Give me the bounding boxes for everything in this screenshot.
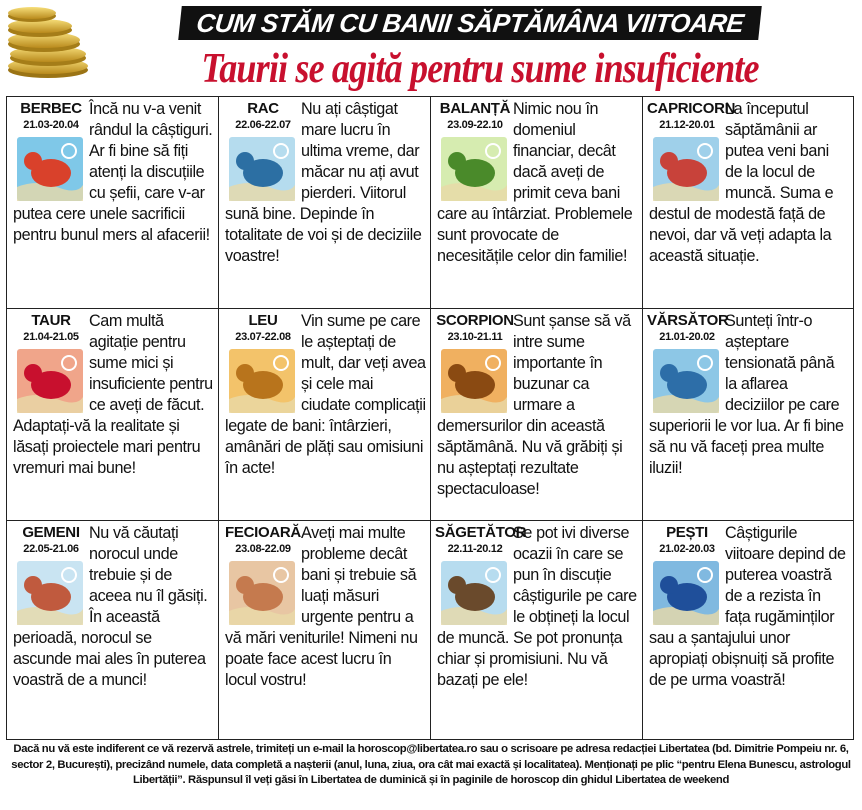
- sign-card-taur: [6, 308, 219, 521]
- sign-forecast-text: Sunteți într-o așteptare tensionată până la aflarea deciziilor pe care superiorii le vor lua. Ar fi bine să nu vă faceți prea multe iluzii!: [649, 312, 844, 477]
- sign-name: RAC: [247, 100, 279, 117]
- water-bearer-icon: [653, 349, 719, 413]
- sign-dates: 21.01-20.02: [659, 331, 715, 343]
- sign-forecast-text: Cam multă agitație pentru sume mici și insuficiente pentru ce aveți de făcut. Adaptați-vă la realitate și lăsați proiectele mari pentru vremuri mai bune!: [13, 312, 213, 477]
- sign-name: LEU: [248, 312, 278, 329]
- sign-name: SĂGETĂTOR: [435, 524, 527, 541]
- sign-forecast-text: Aveți mai multe probleme decât bani și trebuie să luați măsuri urgente pentru a vă mări veniturile! Nimeni nu poate face acest lucru în locul vostru!: [225, 524, 418, 689]
- sign-card-balanță: [430, 96, 643, 309]
- sign-forecast-text: Nu vă căutați norocul unde trebuie și de aceea nu îl găsiți. În această perioadă, norocul se ascunde mai ales în puterea voastră de a munci!: [13, 524, 208, 689]
- sign-forecast-text: Sunt șanse să vă intre sume importante în buzunar ca urmare a demersurilor din această săptămână. Nu vă grăbiți și nu așteptați rezultate spectaculoase!: [437, 312, 631, 498]
- main-headline: Taurii se agită pentru sume insuficiente: [201, 46, 759, 92]
- sign-card-capricorn: [642, 96, 854, 309]
- archer-icon: [441, 561, 507, 625]
- sign-forecast-text: La începutul săptămânii ar putea veni bani de la locul de muncă. Suma e destul de modestă față de nevoi, dar vă veți adapta la această situație.: [649, 100, 834, 265]
- coins-icon: [2, 2, 94, 80]
- sign-name: PEȘTI: [666, 524, 708, 541]
- ram-icon: [17, 137, 83, 201]
- sign-dates: 23.09-22.10: [447, 119, 503, 131]
- sign-forecast-text: Se pot ivi diverse ocazii în care se pun în discuție câștigurile pe care le obțineți la locul de muncă. Se pot pronunța chiar și promisiuni. Nu vă bazați pe ele!: [437, 524, 637, 689]
- crab-icon: [229, 137, 295, 201]
- sign-dates: 23.08-22.09: [235, 543, 291, 555]
- sign-forecast-text: Nimic nou în domeniul financiar, decât dacă aveți de primit ceva bani care au întârziat. Problemele sunt provocate de necesitățile celor din familie!: [437, 100, 633, 265]
- sign-name: GEMENI: [22, 524, 80, 541]
- sign-name: SCORPION: [436, 312, 514, 329]
- sign-name: CAPRICORN: [647, 100, 736, 117]
- bull-icon: [17, 349, 83, 413]
- sign-card-gemeni: [6, 520, 219, 740]
- sign-forecast-text: Câștigurile viitoare depind de puterea voastră de a rezista în fața rugăminților sau a șantajului unor apropiați obișnuiți să profite de pe urma voastră!: [649, 524, 846, 689]
- footer-note: Dacă nu vă este indiferent ce vă rezervă astrele, trimiteți un e-mail la horoscop@libertatea.ro sau o scrisoare pe adresa redacției Libertatea (bd. Dimitrie Pompeiu nr. 6, sector 2, București), precizând numele, data completă a nașterii (anul, luna, ziua, ora cât mai exactă și localitatea). Menționați pe plic “pentru Elena Bunescu, astrologul Libertății”. Răspunsul îl veți găsi în Libertatea de duminică și în paginile de horoscop din ghidul Libertatea de weekend: [11, 743, 851, 786]
- sign-forecast-text: Vin sume pe care le așteptați de mult, dar veți avea și cele mai ciudate complicații legate de bani: întârzieri, amânări de plăți sau omisiuni în acte!: [225, 312, 426, 477]
- fish-icon: [653, 561, 719, 625]
- sign-forecast-text: Nu ați câștigat mare lucru în ultima vreme, dar măcar nu ați avut pierderi. Viitorul sună bine. Depinde în totalitate de voi și de deciziile voastre!: [225, 100, 422, 265]
- sign-card-berbec: [6, 96, 219, 309]
- sign-dates: 22.06-22.07: [235, 119, 291, 131]
- sign-dates: 21.12-20.01: [659, 119, 715, 131]
- sign-dates: 23.07-22.08: [235, 331, 291, 343]
- sign-card-leu: [218, 308, 431, 521]
- virgin-icon: [229, 561, 295, 625]
- sign-name: BERBEC: [20, 100, 82, 117]
- twins-icon: [17, 561, 83, 625]
- sign-card-vărsător: [642, 308, 854, 521]
- sign-dates: 21.03-20.04: [23, 119, 79, 131]
- scorpion-icon: [441, 349, 507, 413]
- sign-forecast-text: Încă nu v-a venit rândul la câștiguri. Ar fi bine să fiți atenți la discuțiile cu șefii, care v-ar putea cere unele sacrificii pentru bunul mers al afacerii!: [13, 100, 213, 244]
- sign-name: VĂRSĂTOR: [647, 312, 729, 329]
- scales-icon: [441, 137, 507, 201]
- header: [0, 0, 862, 44]
- sign-card-săgetător: [430, 520, 643, 740]
- horoscope-grid: [6, 96, 854, 740]
- sign-card-scorpion: [430, 308, 643, 521]
- sign-card-fecioară: [218, 520, 431, 740]
- lion-icon: [229, 349, 295, 413]
- sign-card-pești: [642, 520, 854, 740]
- sign-dates: 22.05-21.06: [23, 543, 79, 555]
- sign-name: FECIOARĂ: [225, 524, 301, 541]
- sign-dates: 21.02-20.03: [659, 543, 715, 555]
- section-title: CUM STĂM CU BANII SĂPTĂMÂNA VIITOARE: [178, 6, 762, 40]
- sign-dates: 22.11-20.12: [447, 543, 503, 555]
- sign-name: BALANȚĂ: [439, 100, 511, 117]
- sign-name: TAUR: [31, 312, 71, 329]
- sign-card-rac: [218, 96, 431, 309]
- sign-dates: 23.10-21.11: [447, 331, 503, 343]
- sign-dates: 21.04-21.05: [23, 331, 79, 343]
- goat-icon: [653, 137, 719, 201]
